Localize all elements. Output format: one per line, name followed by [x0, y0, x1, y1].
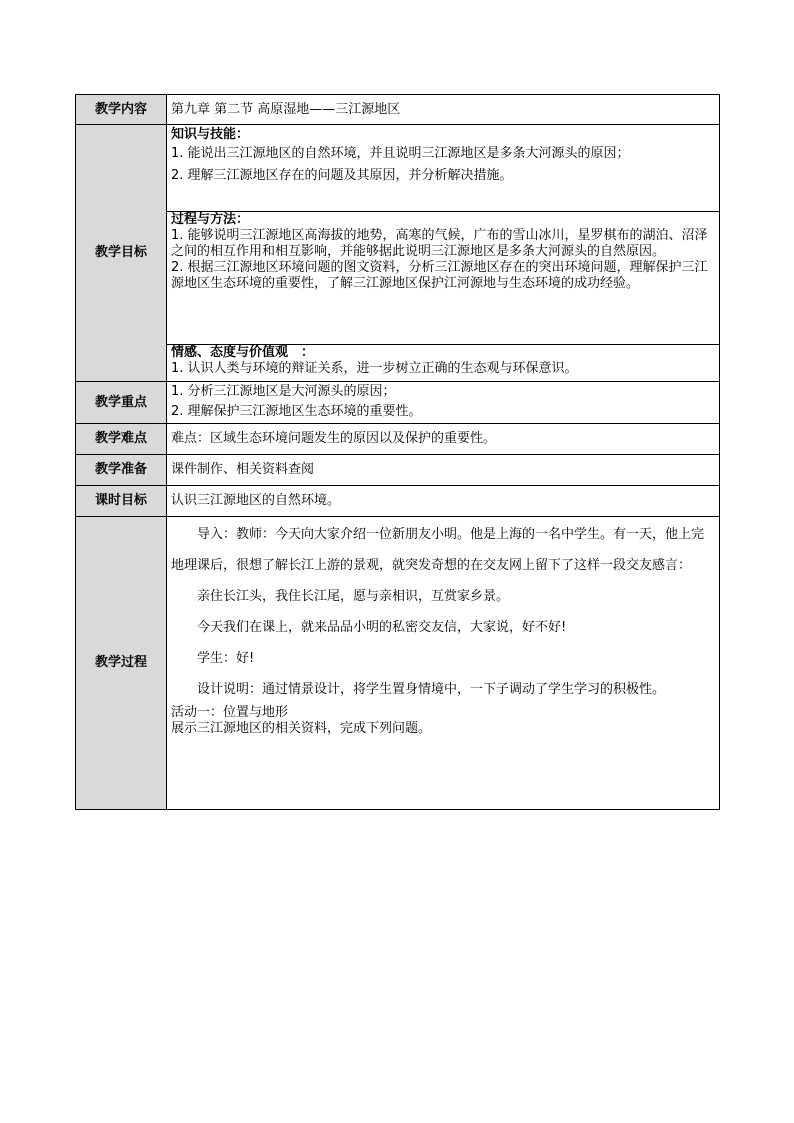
key-point-item: 2. 理解保护三江源地区生态环境的重要性。 [171, 404, 422, 419]
row-preparation [76, 455, 720, 486]
key-points-cell [167, 382, 720, 424]
procedure-paragraph: 学生：好! [197, 651, 255, 666]
label-objectives: 教学目标 [76, 125, 167, 382]
row-procedure [76, 517, 720, 810]
activity-text: 展示三江源地区的相关资料，完成下列问题。 [171, 721, 432, 736]
process-item: 2. 根据三江源地区环境问题的图文资料，分析三江源地区存在的突出环境问题，理解保护三江源地区生态环境的重要性，了解三江源地区保护江河源地与生态环境的成功经验。 [171, 260, 708, 291]
key-point-item: 1. 分析三江源地区是大河源头的原因； [171, 384, 396, 399]
row-difficulties [76, 424, 720, 455]
row-lesson-goal [76, 486, 720, 517]
activity-title: 活动一：位置与地形 [171, 705, 289, 720]
value-difficulties: 难点：区域生态环境问题发生的原因以及保护的重要性。 [167, 424, 720, 455]
row-objectives-knowledge [76, 125, 720, 212]
label-difficulties: 教学难点 [76, 424, 167, 455]
objectives-attitude-cell [167, 345, 720, 382]
procedure-paragraph: 导入：教师：今天向大家介绍一位新朋友小明。他是上海的一名中学生。有一天，他上完地理课后，很想了解长江上游的景观，就突发奇想的在交友网上留下了这样一段交友感言： [171, 527, 705, 573]
label-procedure: 教学过程 [76, 517, 167, 810]
attitude-heading: 情感、态度与价值观 ： [171, 345, 315, 360]
value-lesson-goal: 认识三江源地区的自然环境。 [167, 486, 720, 517]
value-preparation: 课件制作、相关资料查阅 [167, 455, 720, 486]
knowledge-item: 2. 理解三江源地区存在的问题及其原因，并分析解决措施。 [171, 168, 513, 183]
procedure-cell [167, 517, 720, 810]
process-heading: 过程与方法： [171, 212, 250, 227]
label-key-points: 教学重点 [76, 382, 167, 424]
row-objectives-attitude [76, 345, 720, 382]
row-objectives-process [76, 212, 720, 345]
objectives-process-cell [167, 212, 720, 345]
value-content: 第九章 第二节 高原湿地——三江源地区 [167, 95, 720, 125]
lesson-plan-table [75, 94, 720, 810]
procedure-paragraph: 亲住长江头，我住长江尾，愿与亲相识，互赏家乡景。 [197, 589, 510, 604]
attitude-item: 1. 认识人类与环境的辩证关系，进一步树立正确的生态观与环保意识。 [171, 361, 578, 376]
process-item: 1. 能够说明三江源地区高海拔的地势，高寒的气候，广布的雪山冰川，星罗棋布的湖泊、沼泽之间的相互作用和相互影响，并能够据此说明三江源地区是多条大河源头的自然原因。 [171, 228, 708, 259]
label-preparation: 教学准备 [76, 455, 167, 486]
procedure-paragraph: 今天我们在课上，就来品品小明的私密交友信，大家说，好不好! [197, 620, 567, 635]
knowledge-heading: 知识与技能： [171, 127, 250, 142]
objectives-knowledge-cell [167, 125, 720, 212]
knowledge-item: 1. 能说出三江源地区的自然环境，并且说明三江源地区是多条大河源头的原因； [171, 146, 630, 161]
row-content [76, 95, 720, 125]
label-content: 教学内容 [76, 95, 167, 125]
label-lesson-goal: 课时目标 [76, 486, 167, 517]
row-key-points [76, 382, 720, 424]
procedure-paragraph: 设计说明：通过情景设计，将学生置身情境中，一下子调动了学生学习的积极性。 [197, 682, 666, 697]
